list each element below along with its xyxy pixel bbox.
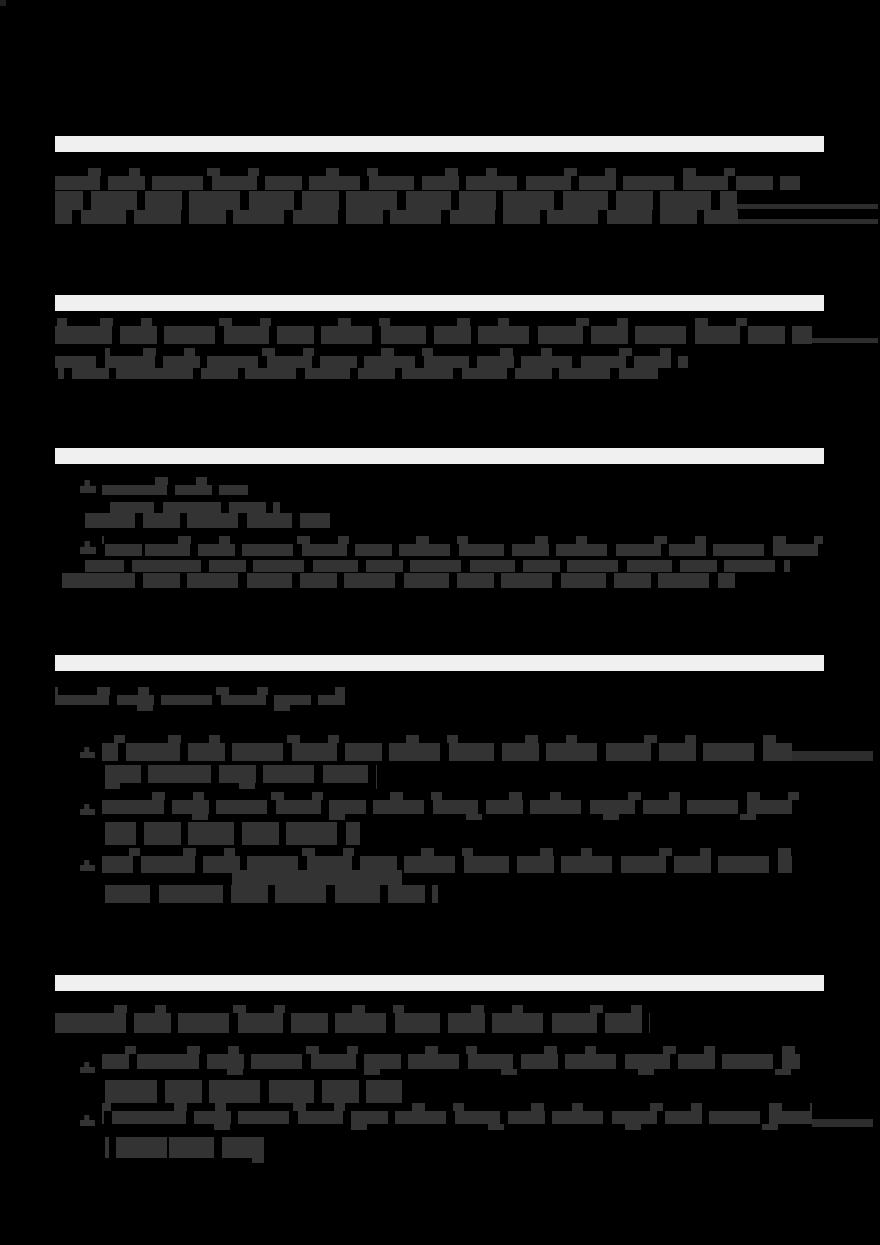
redacted-text-line: [102, 536, 823, 556]
redacted-text-line: [102, 848, 792, 873]
redacted-text-line: [85, 513, 330, 528]
section-divider-bar: [55, 136, 824, 152]
redacted-text-line: [105, 765, 377, 789]
redacted-text-line: [55, 210, 738, 224]
redacted-text-line: [55, 687, 345, 711]
redacted-text-line: [85, 560, 790, 572]
bullet-marker-icon: [80, 541, 96, 554]
bullet-marker-icon: [80, 1115, 95, 1126]
bullet-marker-icon: [80, 860, 95, 871]
redacted-text-line: [102, 1103, 812, 1130]
redacted-text-line: [105, 885, 438, 903]
redacted-text-line: [58, 368, 658, 379]
redacted-text-line: [102, 477, 248, 495]
redacted-text-line: [62, 573, 735, 588]
redacted-text-line: [105, 1137, 255, 1158]
redacted-text-line: [55, 191, 737, 210]
redacted-text-line: [55, 348, 688, 368]
section-divider-bar: [55, 655, 824, 671]
redacted-text-line: [55, 1005, 650, 1033]
underline-streak: [738, 219, 878, 224]
bullet-marker-icon: [80, 747, 95, 758]
redacted-text-line: [102, 1046, 800, 1075]
redacted-text-line: [102, 735, 792, 761]
corner-artifact: [0, 0, 6, 6]
redacted-text-line: [105, 822, 360, 845]
redacted-text-chunk: [232, 870, 402, 885]
underline-streak: [737, 204, 878, 209]
bullet-marker-icon: [80, 480, 96, 493]
redacted-text-line: [102, 792, 800, 820]
bullet-marker-icon: [80, 804, 95, 815]
redacted-text-line: [55, 168, 800, 190]
redacted-text-line: [110, 502, 280, 513]
redacted-text-line: [105, 1080, 402, 1103]
underline-streak: [792, 751, 873, 761]
section-divider-bar: [55, 295, 824, 311]
section-divider-bar: [55, 448, 824, 464]
redacted-text-chunk: [252, 1137, 264, 1163]
redacted-text-line: [55, 318, 812, 344]
underline-streak: [812, 1119, 873, 1127]
section-divider-bar: [55, 975, 824, 991]
underline-streak: [812, 338, 878, 343]
bullet-marker-icon: [80, 1062, 95, 1073]
